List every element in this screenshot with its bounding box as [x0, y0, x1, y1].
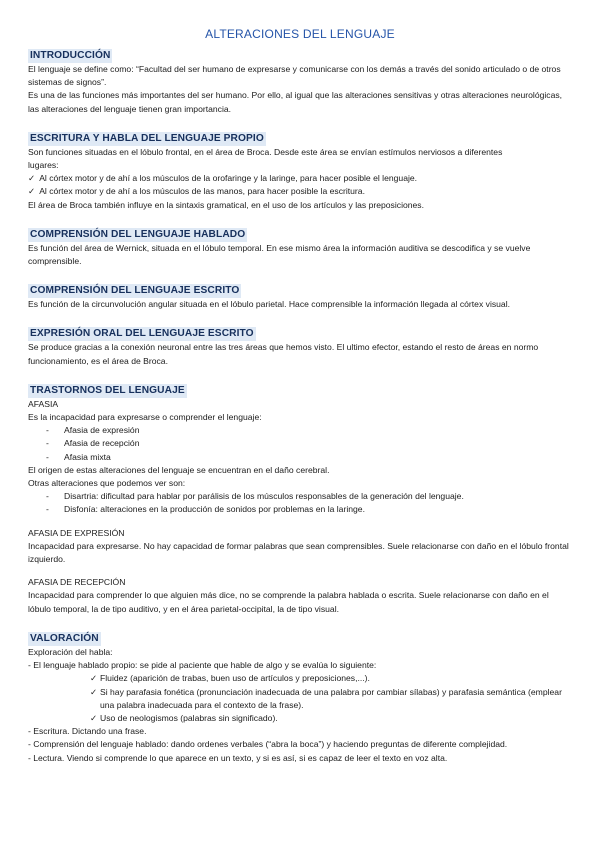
list-item: ✓ Uso de neologismos (palabras sin significado). [90, 712, 572, 725]
section-expresion-oral [28, 323, 572, 367]
afasia-types-list [28, 424, 572, 464]
list-item: ✓ Fluidez (aparición de trabas, buen uso de artículos y preposiciones,...). [90, 672, 572, 685]
list-item: - Disartria: dificultad para hablar por parálisis de los músculos responsables de la generación del lenguaje. [46, 490, 572, 503]
escritura-paragraph-3: El área de Broca también influye en la sintaxis gramatical, en el uso de los artículos y las preposiciones. [28, 199, 424, 210]
section-introduccion [28, 45, 572, 116]
trastornos-paragraph-2: El origen de estas alteraciones del lenguaje se encuentran en el daño cerebral. [28, 464, 330, 475]
afasia-label: AFASIA [28, 398, 59, 409]
list-item: - Disfonía: alteraciones en la producción de sonidos por problemas en la laringe. [46, 503, 572, 516]
heading-introduccion: INTRODUCCIÓN [30, 50, 111, 61]
valoracion-paragraph-4: - Comprensión del lenguaje hablado: dando ordenes verbales (“abra la boca”) y haciendo preguntas de diferente complejidad. [28, 739, 508, 750]
section-comprension-hablado [28, 224, 572, 268]
valoracion-paragraph-3: - Escritura. Dictando una frase. [28, 726, 147, 737]
list-item: - Afasia mixta [46, 451, 572, 464]
heading-expresion-oral: EXPRESIÓN ORAL DEL LENGUAJE ESCRITO [30, 328, 254, 340]
expresion-oral-paragraph: Se produce gracias a la conexión neuronal entre las tres áreas que hemos visto. El ultimo efector, estando el resto de áreas en normo funcionamiento, es el área de Broca. [28, 342, 539, 366]
valoracion-paragraph-5: - Lectura. Viendo si comprende lo que aparece en un texto, y si es así, si es capaz de leer el texto en voz alta. [28, 752, 448, 763]
heading-comprension-escrito: COMPRENSIÓN DEL LENGUAJE ESCRITO [30, 285, 240, 297]
afasia-recepcion-title: AFASIA DE RECEPCIÓN [28, 577, 126, 588]
heading-escritura-habla: ESCRITURA Y HABLA DEL LENGUAJE PROPIO [30, 132, 264, 144]
intro-paragraph-2: Es una de las funciones más importantes del ser humano. Por ello, al igual que las alteraciones sensitivas y otras alteraciones neurológicas, las alteraciones del lenguaje tienen gran importancia. [28, 90, 563, 114]
valoracion-paragraph-2: - El lenguaje hablado propio: se pide al paciente que hable de algo y se evalúa lo siguiente: [28, 660, 377, 671]
list-item: - Afasia de expresión [46, 424, 572, 437]
comprension-escrito-paragraph: Es función de la circunvolución angular situada en el lóbulo parietal. Hace comprensible la información llegada al córtex visual. [28, 299, 511, 310]
section-trastornos [28, 380, 572, 616]
escritura-check-2: ✓ Al córtex motor y de ahí a los músculos de las manos, para hacer posible la escritura. [28, 185, 572, 198]
escritura-paragraph-1: Son funciones situadas en el lóbulo frontal, en el área de Broca. Desde este área se envían estímulos nerviosos a diferentes [28, 146, 503, 157]
list-item: - Afasia de recepción [46, 437, 572, 450]
intro-paragraph-1: El lenguaje se define como: “Facultad del ser humano de expresarse y comunicarse con los demás a través del sonido articulado o de otros sistemas de signos”. [28, 64, 561, 88]
trastornos-paragraph-3: Otras alteraciones que podemos ver son: [28, 478, 186, 489]
escritura-check-1: ✓ Al córtex motor y de ahí a los músculos de la orofaringe y la laringe, para hacer posible el lenguaje. [28, 172, 572, 185]
heading-comprension-hablado: COMPRENSIÓN DEL LENGUAJE HABLADO [30, 228, 246, 240]
heading-trastornos: TRASTORNOS DEL LENGUAJE [30, 384, 185, 396]
afasia-recepcion-text: Incapacidad para comprender lo que alguien más dice, no se comprende la palabra hablada o escrita. Suele relacionarse con daño en el lóbulo temporal, la de tipo auditivo, y en el área parietal-occipital, la de tipo visual. [28, 590, 549, 614]
afasia-expresion-title: AFASIA DE EXPRESIÓN [28, 527, 125, 538]
escritura-paragraph-2: lugares: [28, 160, 59, 171]
valoracion-paragraph-1: Exploración del habla: [28, 646, 113, 657]
heading-valoracion: VALORACIÓN [30, 632, 99, 644]
section-escritura-habla [28, 128, 572, 212]
afasia-expresion-text: Incapacidad para expresarse. No hay capacidad de formar palabras que sean comprensibles. Suele relacionarse con daño en el lóbulo frontal izquierdo. [28, 540, 569, 565]
document-title: ALTERACIONES DEL LENGUAJE [205, 27, 395, 41]
section-valoracion [28, 628, 572, 765]
trastornos-paragraph-1: Es la incapacidad para expresarse o comprender el lenguaje: [28, 412, 262, 423]
valoracion-checks-list [28, 672, 572, 725]
list-item: ✓ Si hay parafasia fonética (pronunciación inadecuada de una palabra por cambiar sílabas) y parafasia semántica (emplear una palabra inadecuada para el contexto de la frase). [90, 686, 572, 712]
section-comprension-escrito [28, 280, 572, 311]
comprension-hablado-paragraph: Es función del área de Wernick, situada en el lóbulo temporal. En ese mismo área la información auditiva se descodifica y se vuelve comprensible. [28, 242, 531, 267]
other-alterations-list [28, 490, 572, 516]
